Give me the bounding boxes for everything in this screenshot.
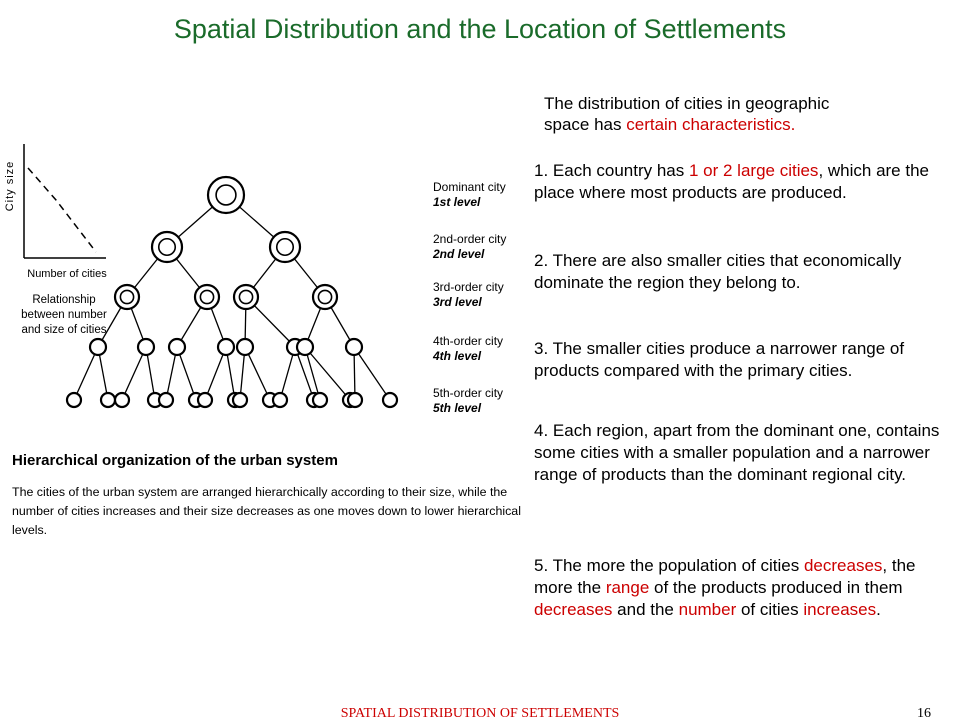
point-5 bbox=[534, 555, 954, 621]
point-2-segment: 2. There are also smaller cities that economically dominate the region they belong to. bbox=[534, 251, 902, 292]
city-node-level-5 bbox=[313, 393, 327, 407]
city-node-level-4 bbox=[90, 339, 106, 355]
city-node-level-4 bbox=[346, 339, 362, 355]
city-node-inner-ring bbox=[277, 239, 294, 256]
city-node-level-4 bbox=[297, 339, 313, 355]
point-5-segment: increases bbox=[803, 600, 877, 619]
page-title: Spatial Distribution and the Location of Settlements bbox=[173, 14, 787, 44]
point-5-segment: number bbox=[678, 600, 737, 619]
point-5-segment: , the more the bbox=[534, 556, 916, 597]
graph-y-label: City size bbox=[4, 160, 16, 212]
point-5-segment: decreases bbox=[534, 600, 613, 619]
tree-nodes bbox=[67, 177, 397, 407]
level-label-2: 2nd-order city 2nd level bbox=[433, 232, 507, 261]
point-4 bbox=[534, 420, 959, 486]
city-node-level-5 bbox=[273, 393, 287, 407]
city-node-inner-ring bbox=[159, 239, 176, 256]
point-5-segment: and the bbox=[612, 600, 679, 619]
city-node-level-4 bbox=[237, 339, 253, 355]
point-2 bbox=[534, 250, 954, 294]
city-node-level-5 bbox=[383, 393, 397, 407]
point-4-segment: 4. Each region, apart from the dominant one, contains some cities with a smaller population and a narrower range of products than the dominant regional city. bbox=[534, 421, 940, 484]
city-node-inner-ring bbox=[318, 290, 331, 303]
point-1-segment: , which are the place where most products are produced. bbox=[534, 161, 929, 202]
point-5-segment: decreases bbox=[803, 556, 883, 575]
level-label-3: 3rd-order city 3rd level bbox=[433, 280, 504, 309]
point-5-segment: 5. The more the population of cities bbox=[534, 556, 804, 575]
point-5-segment: of cities bbox=[736, 600, 804, 619]
hierarchy-title: Hierarchical organization of the urban system bbox=[12, 452, 338, 469]
graph-x-label: Number of cities bbox=[27, 268, 107, 280]
level-label-4: 4th-order city 4th level bbox=[433, 334, 504, 363]
city-node-level-4 bbox=[218, 339, 234, 355]
page-number: 16 bbox=[917, 706, 931, 721]
level-label-1: Dominant city 1st level bbox=[433, 180, 506, 209]
city-node-level-5 bbox=[233, 393, 247, 407]
city-node-level-5 bbox=[348, 393, 362, 407]
hierarchy-tree bbox=[0, 140, 430, 430]
city-node-level-4 bbox=[138, 339, 154, 355]
level-label-5: 5th-order city 5th level bbox=[433, 386, 504, 415]
city-node-level-5 bbox=[198, 393, 212, 407]
point-1 bbox=[534, 160, 954, 204]
city-node-inner-ring bbox=[216, 185, 236, 205]
point-1-segment: 1 or 2 large cities bbox=[688, 161, 819, 180]
point-1-segment: 1. Each country has bbox=[534, 161, 689, 180]
hierarchy-text: The cities of the urban system are arranged hierarchically according to their size, while the number of cities increases and their size decreases as one moves down to lower hierarchical levels. bbox=[12, 485, 521, 537]
point-3 bbox=[534, 338, 954, 382]
point-5-segment: range bbox=[605, 578, 650, 597]
city-node-inner-ring bbox=[239, 290, 252, 303]
graph-relation-label: Relationship between number and size of cities bbox=[21, 294, 107, 336]
point-5-segment: . bbox=[876, 600, 881, 619]
city-node-level-5 bbox=[115, 393, 129, 407]
city-node-level-5 bbox=[159, 393, 173, 407]
footer-title: SPATIAL DISTRIBUTION OF SETTLEMENTS bbox=[340, 706, 620, 721]
tree-edge bbox=[354, 347, 390, 400]
point-5-segment: of the products produced in them bbox=[649, 578, 903, 597]
city-node-inner-ring bbox=[200, 290, 213, 303]
city-node-level-5 bbox=[67, 393, 81, 407]
point-3-segment: 3. The smaller cities produce a narrower range of products compared with the primary cities. bbox=[534, 339, 905, 380]
city-node-level-5 bbox=[101, 393, 115, 407]
city-node-inner-ring bbox=[120, 290, 133, 303]
intro-text: The distribution of cities in geographic space has certain characteristics. bbox=[544, 94, 830, 134]
city-node-level-4 bbox=[169, 339, 185, 355]
